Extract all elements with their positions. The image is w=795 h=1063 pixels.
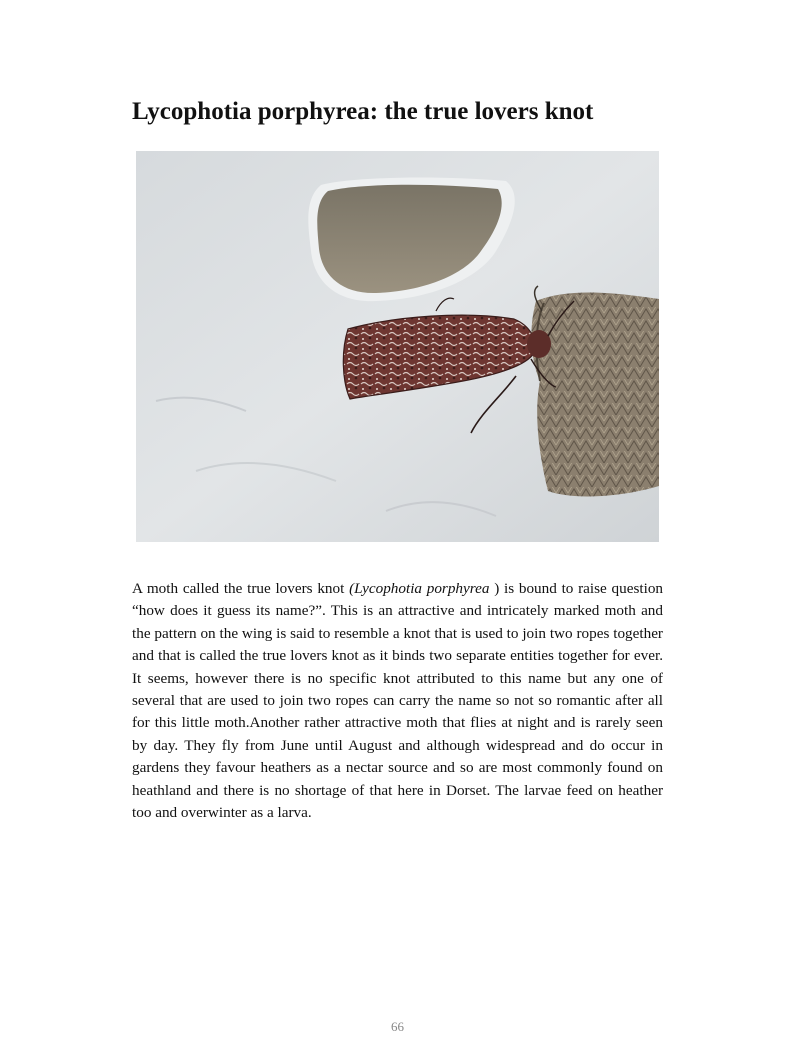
species-name: (Lycophotia porphyrea — [349, 580, 495, 597]
other-moth — [531, 286, 659, 496]
moth-photo-illustration — [136, 151, 659, 542]
body-paragraph — [132, 578, 663, 824]
body-text-intro: A moth called the true lovers knot — [132, 580, 350, 597]
page-title: Lycophotia porphyrea: the true lovers knot — [132, 98, 594, 125]
moth-photo — [136, 151, 659, 542]
page-number: 66 — [391, 1019, 404, 1034]
body-text-main: ) is bound to raise question “how does it guess its name?”. This is an attractive and intricately marked moth and the pattern on the wing is said to resemble a knot that is used to join two ropes together and that is called the true lovers knot as it binds two separate entities together for ever. It seems, however there is no specific knot attributed to this name but any one of several that are used to join two ropes can carry the name so not so romantic after all for this little moth.Another rather attractive moth that flies at night and is rarely seen by day. They fly from June until August and although widespread and do occur in gardens they favour heathers as a nectar source and so are most commonly found on heathland and there is no shortage of that here in Dorset. The larvae feed on heather too and overwinter as a larva. — [132, 580, 664, 822]
